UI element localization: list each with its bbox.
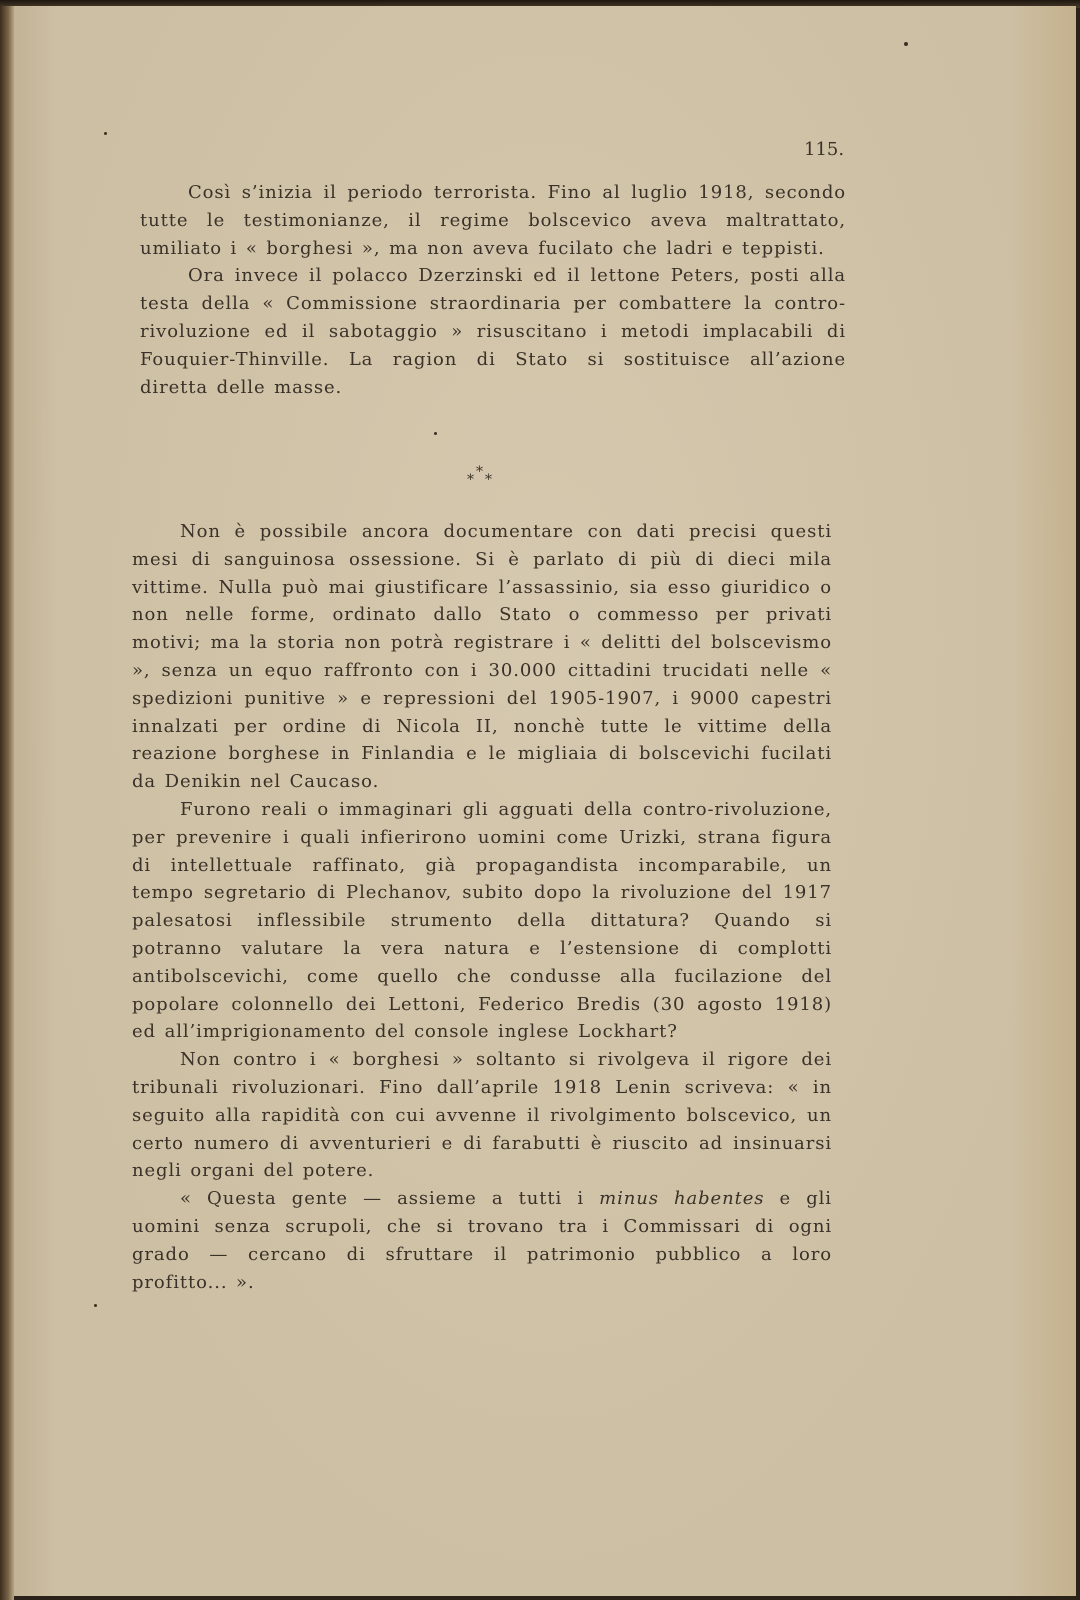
ink-speck	[904, 42, 908, 46]
section-2	[132, 518, 832, 1296]
paragraph: Ora invece il polacco Dzerzinski ed il lettone Peters, posti alla testa della « Commissione straordinaria per combattere la contro-rivoluzione ed il sabotaggio » risuscitano i metodi implacabili di Fouquier-Thinville. La ragion di Stato si sostituisce all’azione diretta delle masse.	[140, 265, 846, 398]
asterisk-left: *	[467, 472, 474, 488]
italic-text: minus habentes	[599, 1188, 765, 1210]
text-run: « Questa gente — assieme a tutti i	[180, 1188, 600, 1210]
text-run: e gli uomini senza scrupoli, che si trovano tra i Commissari di ogni grado — cercano di sfruttare il patrimonio pubblico a loro profitto... ».	[132, 1188, 832, 1293]
ink-speck	[434, 432, 437, 435]
asterisk-right: *	[485, 472, 492, 488]
asterism-separator	[454, 464, 514, 494]
page-number: 115.	[804, 139, 845, 160]
ink-speck	[94, 1304, 97, 1307]
paragraph: Non è possibile ancora documentare con dati precisi questi mesi di sanguinosa ossessione. Si è parlato di più di dieci mila vittime. Nulla può mai giustificare l’assassinio, sia esso giuridico o non nelle forme, ordinato dallo Stato o commesso per privati motivi; ma la storia non potrà registrare i « delitti del bolscevismo », senza un equo raffronto con i 30.000 cittadini trucidati nelle « spedizioni punitive » e repressioni del 1905-1907, i 9000 capestri innalzati per ordine di Nicola II, nonchè tutte le vittime della reazione borghese in Finlandia e le migliaia di bolscevichi fucilati da Denikin nel Caucaso.	[132, 521, 832, 793]
section-1	[140, 179, 846, 401]
book-page	[14, 6, 1076, 1596]
ink-speck	[104, 132, 107, 135]
paragraph-last	[132, 1185, 832, 1296]
paragraph: Furono reali o immaginari gli agguati della contro-rivoluzione, per prevenire i quali infierirono uomini come Urizki, strana figura di intellettuale raffinato, già propagandista incomparabile, un tempo segretario di Plechanov, subito dopo la rivoluzione del 1917 palesatosi inflessibile strumento della dittatura? Quando si potranno valutare la vera natura e l’estensione di complotti antibolscevichi, come quello che condusse alla fucilazione del popolare colonnello dei Lettoni, Federico Bredis (30 agosto 1918) ed all’imprigionamento del console inglese Lockhart?	[132, 798, 832, 1043]
paragraph: Non contro i « borghesi » soltanto si rivolgeva il rigore dei tribunali rivoluzionari. Fino dall’aprile 1918 Lenin scriveva: « in seguito alla rapidità con cui avvenne il rivolgimento bolscevico, un certo numero di avventurieri e di farabutti è riuscito ad insinuarsi negli organi del potere.	[132, 1049, 832, 1182]
book-spine-edge	[0, 6, 14, 1600]
asterisk-top: *	[476, 464, 483, 480]
paragraph: Così s’inizia il periodo terrorista. Fino al luglio 1918, secondo tutte le testimonianze, il regime bolscevico aveva maltrattato, umiliato i « borghesi », ma non aveva fucilato che ladri e teppisti.	[140, 182, 846, 259]
